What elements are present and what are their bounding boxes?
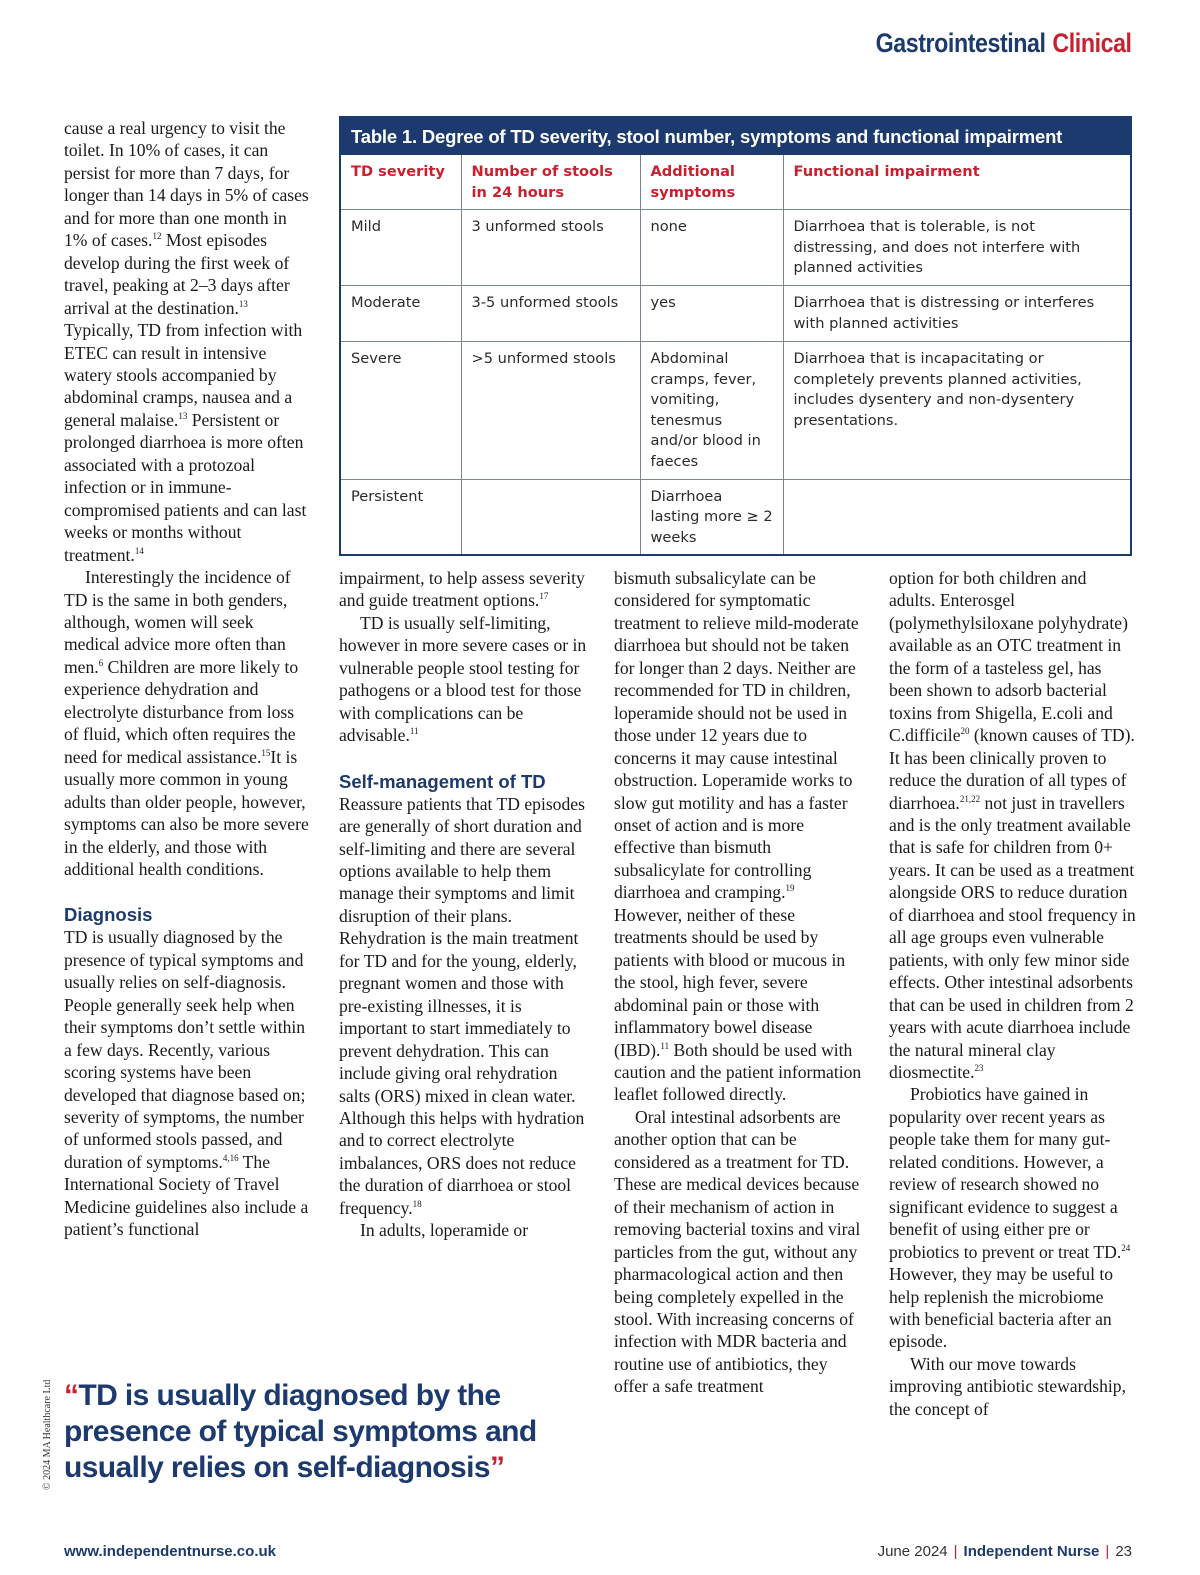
paragraph: TD is usually self-limiting, however in more severe cases or in vulnerable people stool testing for pathogens or a blood test for those with complications can be advisable.$^{11}$ — [339, 612, 587, 746]
column-1 — [64, 117, 312, 1241]
table-cell — [783, 479, 1130, 554]
self-management-heading: Self-management of TD — [339, 770, 546, 792]
table-title: Table 1. Degree of TD severity, stool number, symptoms and functional impairment — [341, 118, 1130, 155]
running-header — [876, 28, 1132, 59]
header-section: Gastrointestinal — [876, 28, 1046, 58]
header-category: Clinical — [1052, 28, 1132, 58]
table-cell: Diarrhoea that is tolerable, is not distressing, and does not interfere with planned activities — [783, 210, 1130, 286]
paragraph: Probiotics have gained in popularity over recent years as people take them for many gut-related conditions. However, a review of research showed no significant evidence to suggest a benefit of using either pre or probiotics to prevent or treat TD.$^{24}$ However, they may be useful to help replenish the microbiome with beneficial bacteria after an episode. — [889, 1084, 1131, 1352]
pull-quote-text: TD is usually diagnosed by the presence of typical symptoms and usually relies on self-diagnosis — [64, 1379, 537, 1484]
table-cell: Mild — [341, 210, 461, 286]
column-header: Additional symptoms — [640, 155, 783, 210]
paragraph: cause a real urgency to visit the toilet. In 10% of cases, it can persist for more than 7 days, for longer than 14 days in 5% of cases and for more than one month in 1% of cases.$^{12}$ Most episodes develop during the first week of travel, peaking at 2–3 days after arrival at the destination.$^{13}$ Typically, TD from infection with ETEC can result in intensive watery stools accompanied by abdominal cramps, nausea and a general malaise.$^{13}$ Persistent or prolonged diarrhoea is more often associated with a protozoal infection or in immune-compromised patients and can last weeks or months without treatment.$^{14}$ — [64, 118, 309, 565]
paragraph: TD is usually diagnosed by the presence of typical symptoms and usually relies on self-diagnosis. People generally seek help when their symptoms don’t settle within a few days. Recently, various scoring systems have been developed that diagnose based on; severity of symptoms, the number of unformed stools passed, and duration of symptoms.$^{4,16}$ The International Society of Travel Medicine guidelines also include a patient’s functional — [64, 927, 309, 1240]
column-3 — [614, 567, 862, 1398]
paragraph: Oral intestinal adsorbents are another option that can be considered as a treatment for TD. These are medical devices because of their mechanism of action in removing bacterial toxins and viral particles from the gut, without any pharmacological action and then being completely expelled in the stool. With increasing concerns of infection with MDR bacteria and routine use of antibiotics, they offer a safe treatment — [614, 1106, 861, 1397]
column-header: TD severity — [341, 155, 461, 210]
column-header: Functional impairment — [783, 155, 1130, 210]
table-cell: Moderate — [341, 285, 461, 341]
severity-table — [339, 116, 1132, 556]
table-cell: >5 unformed stools — [461, 341, 640, 479]
table-row — [341, 210, 1130, 286]
paragraph: With our move towards improving antibiotic stewardship, the concept of — [889, 1353, 1126, 1419]
table-cell: Abdominal cramps, fever, vomiting, tenesmus and/or blood in faeces — [640, 341, 783, 479]
page-number: 23 — [1115, 1543, 1132, 1560]
table-cell: Persistent — [341, 479, 461, 554]
column-4 — [889, 567, 1137, 1420]
table-header-row — [341, 155, 1130, 210]
table-cell: 3-5 unformed stools — [461, 285, 640, 341]
table-row — [341, 341, 1130, 479]
diagnosis-heading: Diagnosis — [64, 904, 153, 926]
table-cell: 3 unformed stools — [461, 210, 640, 286]
open-quote-mark: “ — [64, 1379, 79, 1412]
paragraph: In adults, loperamide or — [360, 1220, 529, 1241]
table-cell — [461, 479, 640, 554]
magazine-name: Independent Nurse — [963, 1543, 1100, 1560]
table-cell: Diarrhoea that is incapacitating or completely prevents planned activities, includes dysentery and non-dysentery presentations. — [783, 341, 1130, 479]
table-row — [341, 479, 1130, 554]
table-cell: Diarrhoea that is distressing or interferes with planned activities — [783, 285, 1130, 341]
table-cell: Severe — [341, 341, 461, 479]
paragraph: Reassure patients that TD episodes are generally of short duration and self-limiting and there are several options available to help them manage their symptoms and limit disruption of their plans. Rehydration is the main treatment for TD and for the young, elderly, pregnant women and those with pre-existing illnesses, it is important to start immediately to prevent dehydration. This can include giving oral rehydration salts (ORS) mixed in clean water. Although this helps with hydration and to correct electrolyte imbalances, ORS does not reduce the duration of diarrhoea or stool frequency.$^{18}$ — [339, 793, 585, 1218]
table-row — [341, 285, 1130, 341]
table-cell: Diarrhoea lasting more ≥ 2 weeks — [640, 479, 783, 554]
paragraph: bismuth subsalicylate can be considered for symptomatic treatment to relieve mild-moderate diarrhoea but should not be taken for longer than 2 days. Neither are recommended for TD in children, loperamide should not be used in those under 12 years due to concerns it may cause intestinal obstruction. Loperamide works to slow gut motility and has a faster onset of action and is more effective than bismuth subsalicylate for controlling diarrhoea and cramping.$^{19}$ However, neither of these treatments should be used by patients with blood or mucous in the stool, high fever, severe abdominal pain or those with inflammatory bowel disease (IBD).$^{11}$ Both should be used with caution and the patient information leaflet followed directly. — [614, 568, 862, 1105]
pull-quote — [64, 1378, 594, 1486]
copyright-notice: © 2024 MA Healthcare Ltd — [42, 1379, 53, 1490]
issue-date: June 2024 — [877, 1543, 948, 1560]
table-cell: yes — [640, 285, 783, 341]
table-cell: none — [640, 210, 783, 286]
footer-folio: June 2024 | Independent Nurse | 23 — [877, 1543, 1132, 1560]
paragraph: option for both children and adults. Enterosgel (polymethylsiloxane polyhydrate) available as an OTC treatment in the form of a tasteless gel, has been shown to adsorb bacterial toxins from Shigella, E.coli and C.difficile$^{20}$ (known causes of TD). It has been clinically proven to reduce the duration of all types of diarrhoea.$^{21,22}$ not just in travellers and is the only treatment available that is safe for children from 0+ years. It can be used as a treatment alongside ORS to reduce duration of diarrhoea and stool frequency in all age groups even vulnerable patients, with only few minor side effects. Other intestinal adsorbents that can be used in children from 2 years with acute diarrhoea include the natural mineral clay diosmectite.$^{23}$ — [889, 568, 1136, 1082]
paragraph: Interestingly the incidence of TD is the same in both genders, although, women will seek medical advice more often than men.$^6$ Children are more likely to experience dehydration and electrolyte disturbance from loss of fluid, which often requires the need for medical assistance.$^{15}$It is usually more common in young adults than older people, however, symptoms can also be more severe in the elderly, and those with additional health conditions. — [64, 567, 309, 879]
paragraph: impairment, to help assess severity and guide treatment options.$^{17}$ — [339, 568, 585, 611]
column-header: Number of stools in 24 hours — [461, 155, 640, 210]
column-2 — [339, 567, 587, 1242]
footer-url[interactable]: www.independentnurse.co.uk — [64, 1543, 276, 1560]
close-quote-mark: ” — [489, 1451, 505, 1484]
